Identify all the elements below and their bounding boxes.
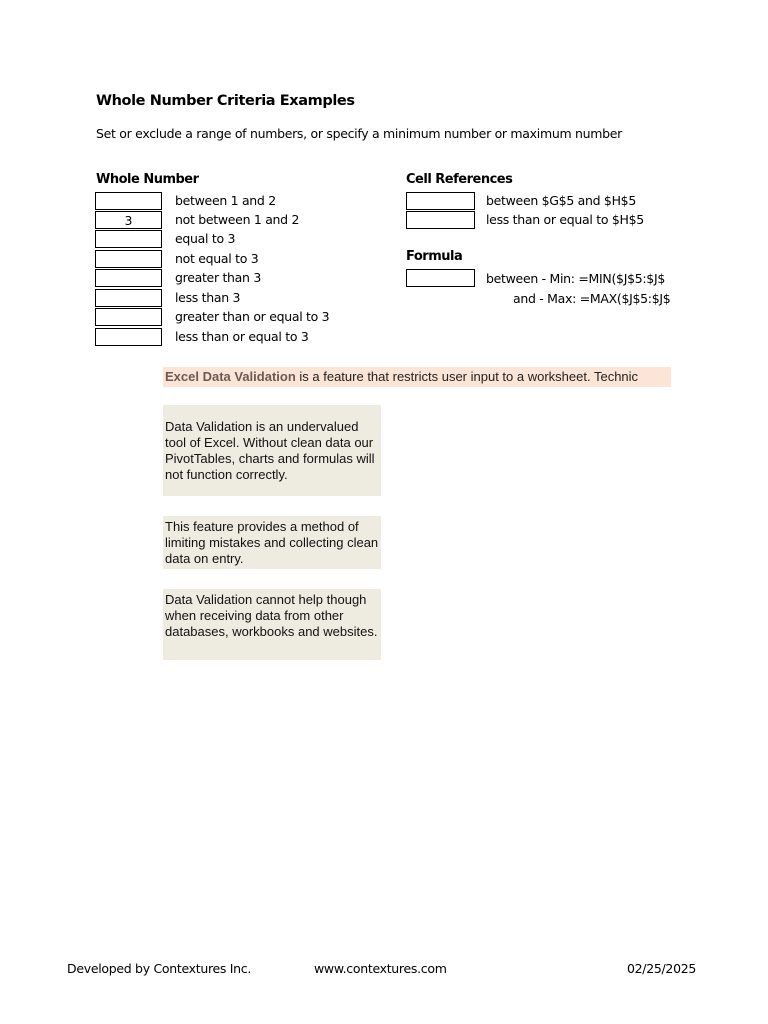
whole-number-label-2: not between 1 and 2 <box>175 212 300 227</box>
whole-number-input-1[interactable] <box>95 192 162 210</box>
formula-max-text: and - Max: =MAX($J$5:$J$ <box>513 291 671 306</box>
sheet-title: Whole Number Criteria Examples <box>96 93 355 109</box>
formula-heading: Formula <box>406 249 463 264</box>
footer-date: 02/25/2025 <box>627 961 697 976</box>
cell-reference-input-2[interactable] <box>406 211 475 229</box>
note-box-2 <box>163 516 381 569</box>
banner-strong-text: Excel Data Validation <box>165 369 296 384</box>
whole-number-heading: Whole Number <box>96 172 199 187</box>
formula-input[interactable] <box>406 269 475 287</box>
whole-number-input-6[interactable] <box>95 289 162 307</box>
whole-number-label-4: not equal to 3 <box>175 251 259 266</box>
whole-number-label-1: between 1 and 2 <box>175 193 276 208</box>
whole-number-label-5: greater than 3 <box>175 270 261 285</box>
note-box-3 <box>163 589 381 660</box>
note-text-3: Data Validation cannot help though when receiving data from other databases, workbooks and websites. <box>165 592 378 639</box>
formula-min-clip <box>486 270 671 288</box>
whole-number-input-4[interactable] <box>95 250 162 268</box>
formula-max-clip <box>513 290 671 308</box>
note-box-1 <box>163 405 381 496</box>
whole-number-input-2[interactable] <box>95 211 162 229</box>
data-validation-banner <box>163 367 671 387</box>
whole-number-input-7[interactable] <box>95 308 162 326</box>
whole-number-label-3: equal to 3 <box>175 231 236 246</box>
whole-number-label-8: less than or equal to 3 <box>175 329 309 344</box>
note-text-1: Data Validation is an undervalued tool of Excel. Without clean data our PivotTables, charts and formulas will not function correctly. <box>165 419 375 482</box>
footer-website[interactable]: www.contextures.com <box>314 961 447 976</box>
whole-number-label-7: greater than or equal to 3 <box>175 309 330 324</box>
cell-reference-label-2: less than or equal to $H$5 <box>486 212 644 227</box>
whole-number-input-8[interactable] <box>95 328 162 346</box>
note-text-2: This feature provides a method of limiting mistakes and collecting clean data on entry. <box>165 519 379 566</box>
whole-number-input-5[interactable] <box>95 269 162 287</box>
whole-number-label-6: less than 3 <box>175 290 241 305</box>
cell-reference-input-1[interactable] <box>406 192 475 210</box>
formula-min-text: between - Min: =MIN($J$5:$J$ <box>486 271 665 286</box>
sheet-subtitle: Set or exclude a range of numbers, or specify a minimum number or maximum number <box>96 126 622 141</box>
footer-developer: Developed by Contextures Inc. <box>67 961 252 976</box>
cell-reference-label-1: between $G$5 and $H$5 <box>486 193 636 208</box>
cell-references-heading: Cell References <box>406 172 513 187</box>
banner-rest-text: is a feature that restricts user input to a worksheet. Technic <box>295 369 639 384</box>
whole-number-input-3[interactable] <box>95 230 162 248</box>
